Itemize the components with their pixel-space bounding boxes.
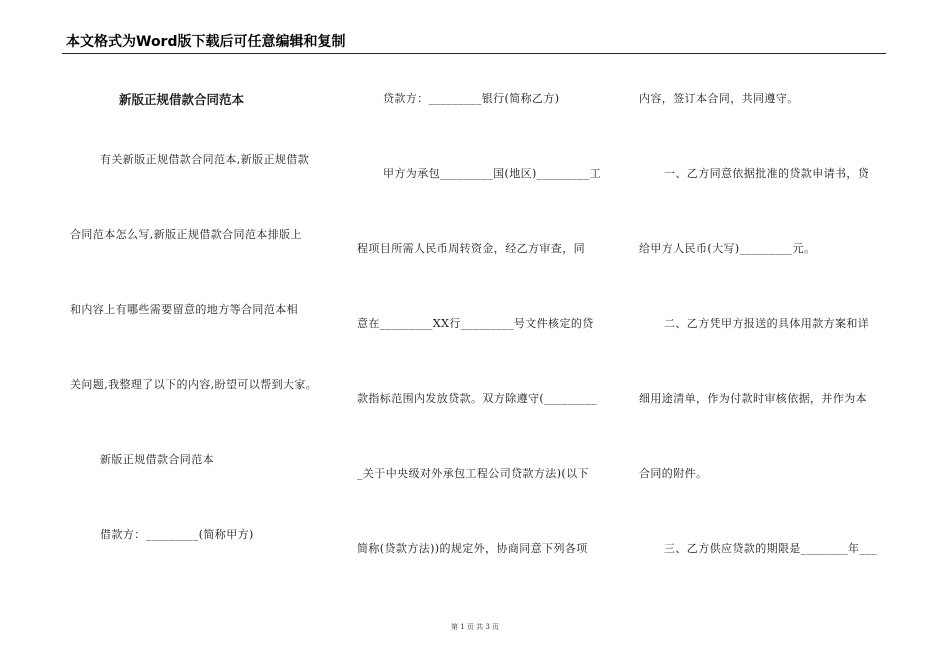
paragraph-line: 简称(贷款方法))的规定外，协商同意下列各项 bbox=[357, 542, 588, 555]
document-title: 新版正规借款合同范本 bbox=[119, 92, 245, 107]
borrower-line: 借款方：_________(简称甲方) bbox=[100, 528, 254, 541]
clause-3-line: 三、乙方供应贷款的期限是________年___ bbox=[664, 542, 878, 555]
paragraph-line: 款指标范围内发放贷款。双方除遵守(_________ bbox=[357, 392, 598, 405]
paragraph-line: 合同的附件。 bbox=[639, 467, 708, 480]
paragraph-line: 给甲方人民币(大写)_________元。 bbox=[639, 242, 816, 255]
paragraph-line: 程项目所需人民币周转资金，经乙方审查，同 bbox=[357, 242, 585, 255]
paragraph-line: 内容，签订本合同，共同遵守。 bbox=[639, 92, 799, 105]
text-column-1 bbox=[70, 80, 330, 600]
clause-2-line: 二、乙方凭甲方报送的具体用款方案和详 bbox=[664, 317, 870, 330]
lender-line: 贷款方：_________银行(简称乙方) bbox=[383, 92, 560, 105]
paragraph-line: 意在_________XX行_________号文件核定的贷 bbox=[357, 317, 594, 330]
paragraph-line: 甲方为承包_________国(地区)_________工 bbox=[383, 167, 602, 180]
page-number: 第 1 页 共 3 页 bbox=[450, 623, 500, 631]
header-divider bbox=[62, 53, 886, 54]
page-header: 本文格式为Word版下载后可任意编辑和复制 bbox=[66, 34, 346, 50]
text-column-3 bbox=[632, 80, 888, 600]
paragraph-line: _关于中央级对外承包工程公司贷款方法)(以下 bbox=[357, 467, 589, 480]
paragraph-line: 关问题,我整理了以下的内容,盼望可以帮到大家。 bbox=[70, 378, 318, 391]
paragraph-line: 有关新版正规借款合同范本,新版正规借款 bbox=[100, 153, 310, 166]
paragraph-line: 和内容上有哪些需要留意的地方等合同范本相 bbox=[70, 303, 298, 316]
clause-1-line: 一、乙方同意依据批准的贷款申请书，贷 bbox=[664, 167, 870, 180]
section-heading: 新版正规借款合同范本 bbox=[100, 453, 214, 466]
text-column-2 bbox=[350, 80, 612, 600]
paragraph-line: 合同范本怎么写,新版正规借款合同范本排版上 bbox=[70, 228, 302, 241]
paragraph-line: 细用途清单，作为付款时审核依据，并作为本 bbox=[639, 392, 867, 405]
